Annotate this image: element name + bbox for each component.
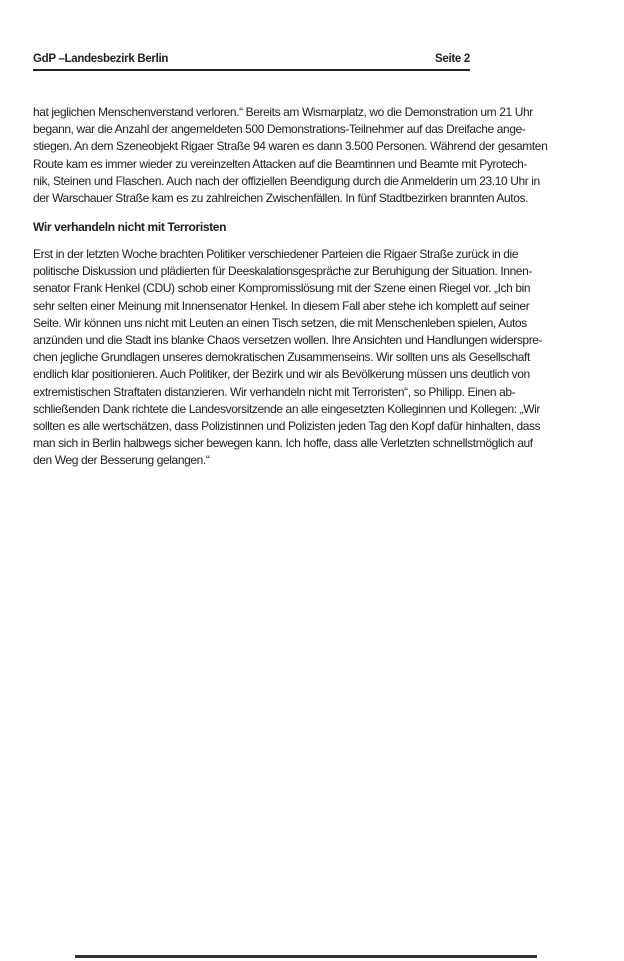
text-line: endlich klar positionieren. Auch Politiker, der Bezirk und wir als Bevölkerung müssen uns deutlich von <box>33 367 530 382</box>
text-line: extremistischen Straftaten distanzieren. Wir verhandeln nicht mit Terroristen“, so Philipp. Einen ab- <box>33 384 516 399</box>
text-line: chen jegliche Grundlagen unseres demokratischen Zusammenseins. Wir sollten uns als Gesellschaft <box>33 350 530 365</box>
header-title: GdP –Landesbezirk Berlin <box>33 53 169 65</box>
text-line: nik, Steinen und Flaschen. Auch nach der offiziellen Beendigung durch die Anmelderin um 23.10 Uhr in <box>33 173 540 188</box>
text-line: sollten es alle wertschätzen, dass Polizistinnen und Polizisten jeden Tag den Kopf dafür hinhalten, dass <box>33 419 541 434</box>
text-line: senator Frank Henkel (CDU) schob einer Kompromisslösung mit der Szene einen Riegel vor. „Ich bin <box>33 281 531 296</box>
text-line: hat jeglichen Menschenverstand verloren.“ Bereits am Wismarplatz, wo die Demonstration um 21 Uhr <box>33 105 533 119</box>
paragraph-main <box>33 246 593 470</box>
paragraph-intro <box>33 104 593 207</box>
text-line: Erst in der letzten Woche brachten Politiker verschiedener Parteien die Rigaer Straße zurück in die <box>33 247 519 261</box>
text-line: sehr selten einer Meinung mit Innensenator Henkel. In diesem Fall aber stehe ich komplett auf seiner <box>33 298 530 313</box>
text-line: der Warschauer Straße kam es zu zahlreichen Zwischenfällen. In fünf Stadtbezirken brannten Autos. <box>33 191 529 206</box>
text-line: schließenden Dank richtete die Landesvorsitzende an alle eingesetzten Kolleginnen und Kollegen: „Wir <box>33 401 541 416</box>
text-line: anzünden und die Stadt ins blanke Chaos versetzen wollen. Ihre Ansichten und Handlungen widerspre- <box>33 333 543 348</box>
text-line: stiegen. An dem Szeneobjekt Rigaer Straße 94 waren es dann 3.500 Personen. Während der gesamten <box>33 139 548 154</box>
page-header <box>33 51 470 71</box>
text-line: politische Diskussion und plädierten für Deeskalationsgespräche zur Beruhigung der Situation. Innen- <box>33 264 532 279</box>
text-line: Route kam es immer wieder zu vereinzelten Attacken auf die Beamtinnen und Beamte mit Pyrotech- <box>33 156 527 171</box>
text-line: man sich in Berlin halbwegs sicher bewegen kann. Ich hoffe, dass alle Verletzten schnellstmöglich auf <box>33 436 533 451</box>
text-line: Seite. Wir können uns nicht mit Leuten an einen Tisch setzen, die mit Menschenleben spielen, Autos <box>33 315 527 330</box>
footer-bar <box>75 955 537 958</box>
text-line: begann, war die Anzahl der angemeldeten 500 Demonstrations-Teilnehmer auf das Dreifache ange- <box>33 122 526 137</box>
text-line: den Weg der Besserung gelangen.“ <box>33 453 210 468</box>
page-number: Seite 2 <box>435 53 470 65</box>
section-heading: Wir verhandeln nicht mit Terroristen <box>33 220 227 234</box>
